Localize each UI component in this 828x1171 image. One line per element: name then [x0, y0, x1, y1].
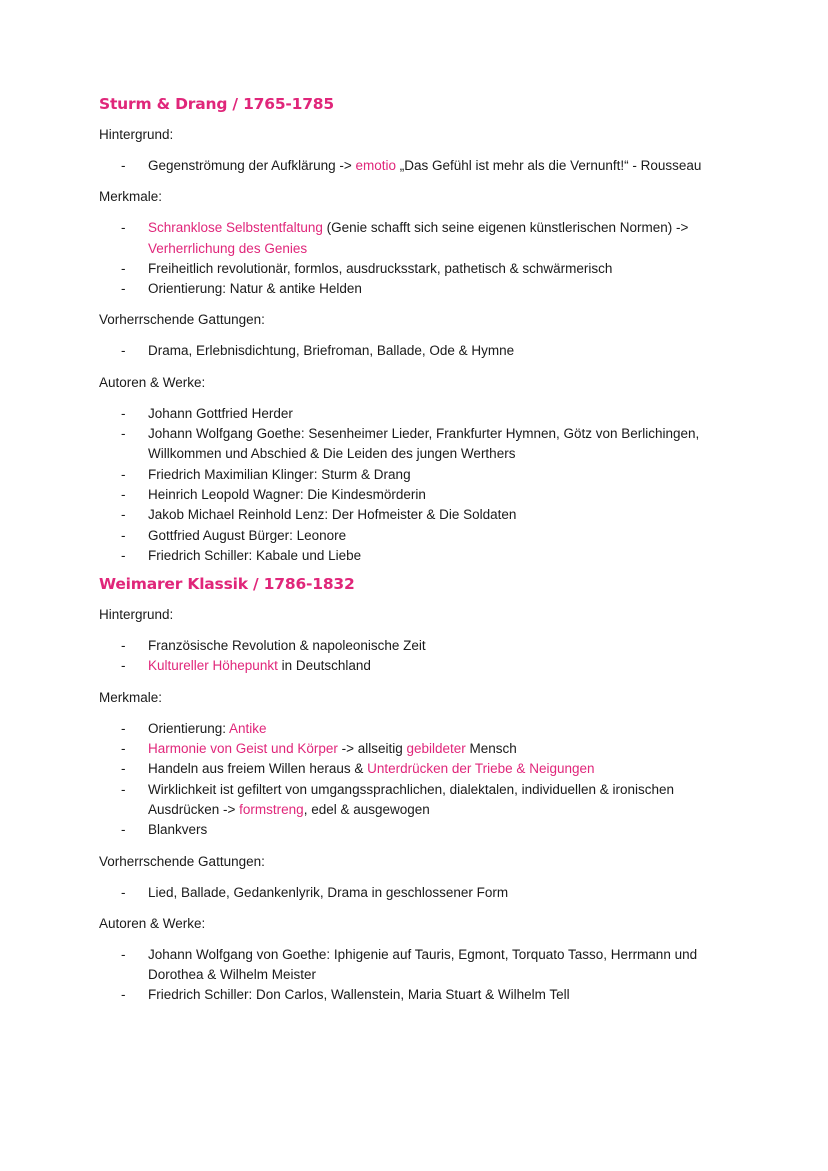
group-label: Vorherrschende Gattungen: — [99, 312, 265, 328]
item-text: Lied, Ballade, Gedankenlyrik, Drama in geschlossener Form — [148, 884, 509, 900]
item-text: Handeln aus freiem Willen heraus & — [148, 761, 368, 777]
bullet-list — [99, 883, 748, 903]
item-text: Freiheitlich revolutionär, formlos, ausdrucksstark, pathetisch & schwärmerisch — [148, 260, 613, 276]
list-item — [99, 546, 748, 566]
bullet-list — [99, 156, 748, 176]
list-item — [99, 780, 748, 821]
highlight-text: emotio — [355, 158, 397, 173]
bullet-list — [99, 218, 748, 299]
highlight-text: Kultureller Höhepunkt — [148, 658, 278, 674]
item-text: -> allseitig — [337, 741, 407, 757]
list-item — [99, 424, 748, 465]
highlight-text: gebildeter — [406, 741, 466, 757]
item-text: Drama, Erlebnisdichtung, Briefroman, Ballade, Ode & Hymne — [148, 343, 515, 359]
list-item — [99, 156, 748, 176]
item-text: Friedrich Schiller: Kabale und Liebe — [148, 547, 362, 563]
item-text: Mensch — [465, 741, 517, 757]
item-text: Jakob Michael Reinhold Lenz: Der Hofmeister & Die Soldaten — [148, 507, 517, 523]
item-text: „Das Gefühl ist mehr als die Vernunft!“ - Rousseau — [396, 158, 702, 173]
item-text: Friedrich Schiller: Don Carlos, Wallenstein, Maria Stuart & Wilhelm Tell — [148, 987, 570, 1003]
group-label: Autoren & Werke: — [99, 915, 206, 931]
item-text: Wirklichkeit ist gefiltert von umgangssprachlichen, dialektalen, individuellen & ironischen Ausdrücken -> — [148, 781, 675, 817]
bullet-list — [99, 636, 748, 677]
bullet-list — [99, 719, 748, 841]
item-text: Friedrich Maximilian Klinger: Sturm & Drang — [148, 466, 411, 482]
highlight-text: Schranklose Selbstentfaltung — [148, 220, 323, 236]
list-item — [99, 739, 748, 759]
list-item — [99, 218, 748, 259]
list-item — [99, 341, 748, 361]
highlight-text: Antike — [229, 720, 267, 736]
item-text: Johann Wolfgang von Goethe: Iphigenie auf Tauris, Egmont, Torquato Tasso, Herrmann und Dorothea & Wilhelm Meister — [148, 946, 698, 983]
list-item — [99, 279, 748, 299]
item-text: Orientierung: — [148, 720, 230, 736]
list-item — [99, 505, 748, 525]
list-item — [99, 759, 748, 779]
group-label: Autoren & Werke: — [99, 374, 206, 390]
list-item — [99, 465, 748, 485]
item-text: Blankvers — [148, 822, 208, 838]
group-label: Hintergrund: — [99, 127, 174, 142]
list-item — [99, 485, 748, 505]
list-item — [99, 719, 748, 739]
list-item — [99, 656, 748, 676]
group-label: Hintergrund: — [99, 607, 174, 623]
item-text: Orientierung: Natur & antike Helden — [148, 281, 362, 297]
item-text: Johann Gottfried Herder — [148, 405, 293, 421]
list-item — [99, 259, 748, 279]
bullet-list — [99, 404, 748, 566]
item-text: Gegenströmung der Aufklärung -> — [148, 158, 356, 173]
list-item — [99, 820, 748, 840]
list-item — [99, 945, 748, 986]
list-item — [99, 404, 748, 424]
bullet-list — [99, 341, 748, 361]
list-item — [99, 985, 748, 1005]
item-text: (Genie schafft sich seine eigenen künstlerischen Normen) -> — [322, 220, 689, 236]
item-text: Französische Revolution & napoleonische Zeit — [148, 638, 426, 654]
item-text: in Deutschland — [277, 658, 371, 674]
group-label: Merkmale: — [99, 189, 163, 205]
highlight-text: Harmonie von Geist und Körper — [148, 741, 338, 757]
list-item — [99, 526, 748, 546]
section-title: Weimarer Klassik / 1786-1832 — [99, 575, 355, 594]
item-text: Heinrich Leopold Wagner: Die Kindesmörderin — [148, 486, 426, 502]
section-title: Sturm & Drang / 1765-1785 — [99, 95, 334, 113]
group-label: Vorherrschende Gattungen: — [99, 853, 265, 869]
item-text: Johann Wolfgang Goethe: Sesenheimer Lieder, Frankfurter Hymnen, Götz von Berlichingen, Willkommen und Abschied & Die Leiden des jungen Werthers — [148, 426, 700, 462]
item-text: , edel & ausgewogen — [303, 801, 430, 817]
group-label: Merkmale: — [99, 689, 163, 705]
section — [99, 94, 748, 566]
highlight-text: Verherrlichung des Genies — [148, 240, 308, 256]
bullet-list — [99, 945, 748, 1006]
list-item — [99, 636, 748, 656]
list-item — [99, 883, 748, 903]
item-text: Gottfried August Bürger: Leonore — [148, 527, 347, 543]
highlight-text: formstreng — [239, 801, 304, 817]
section — [99, 574, 748, 1006]
highlight-text: Unterdrücken der Triebe & Neigungen — [367, 761, 595, 777]
